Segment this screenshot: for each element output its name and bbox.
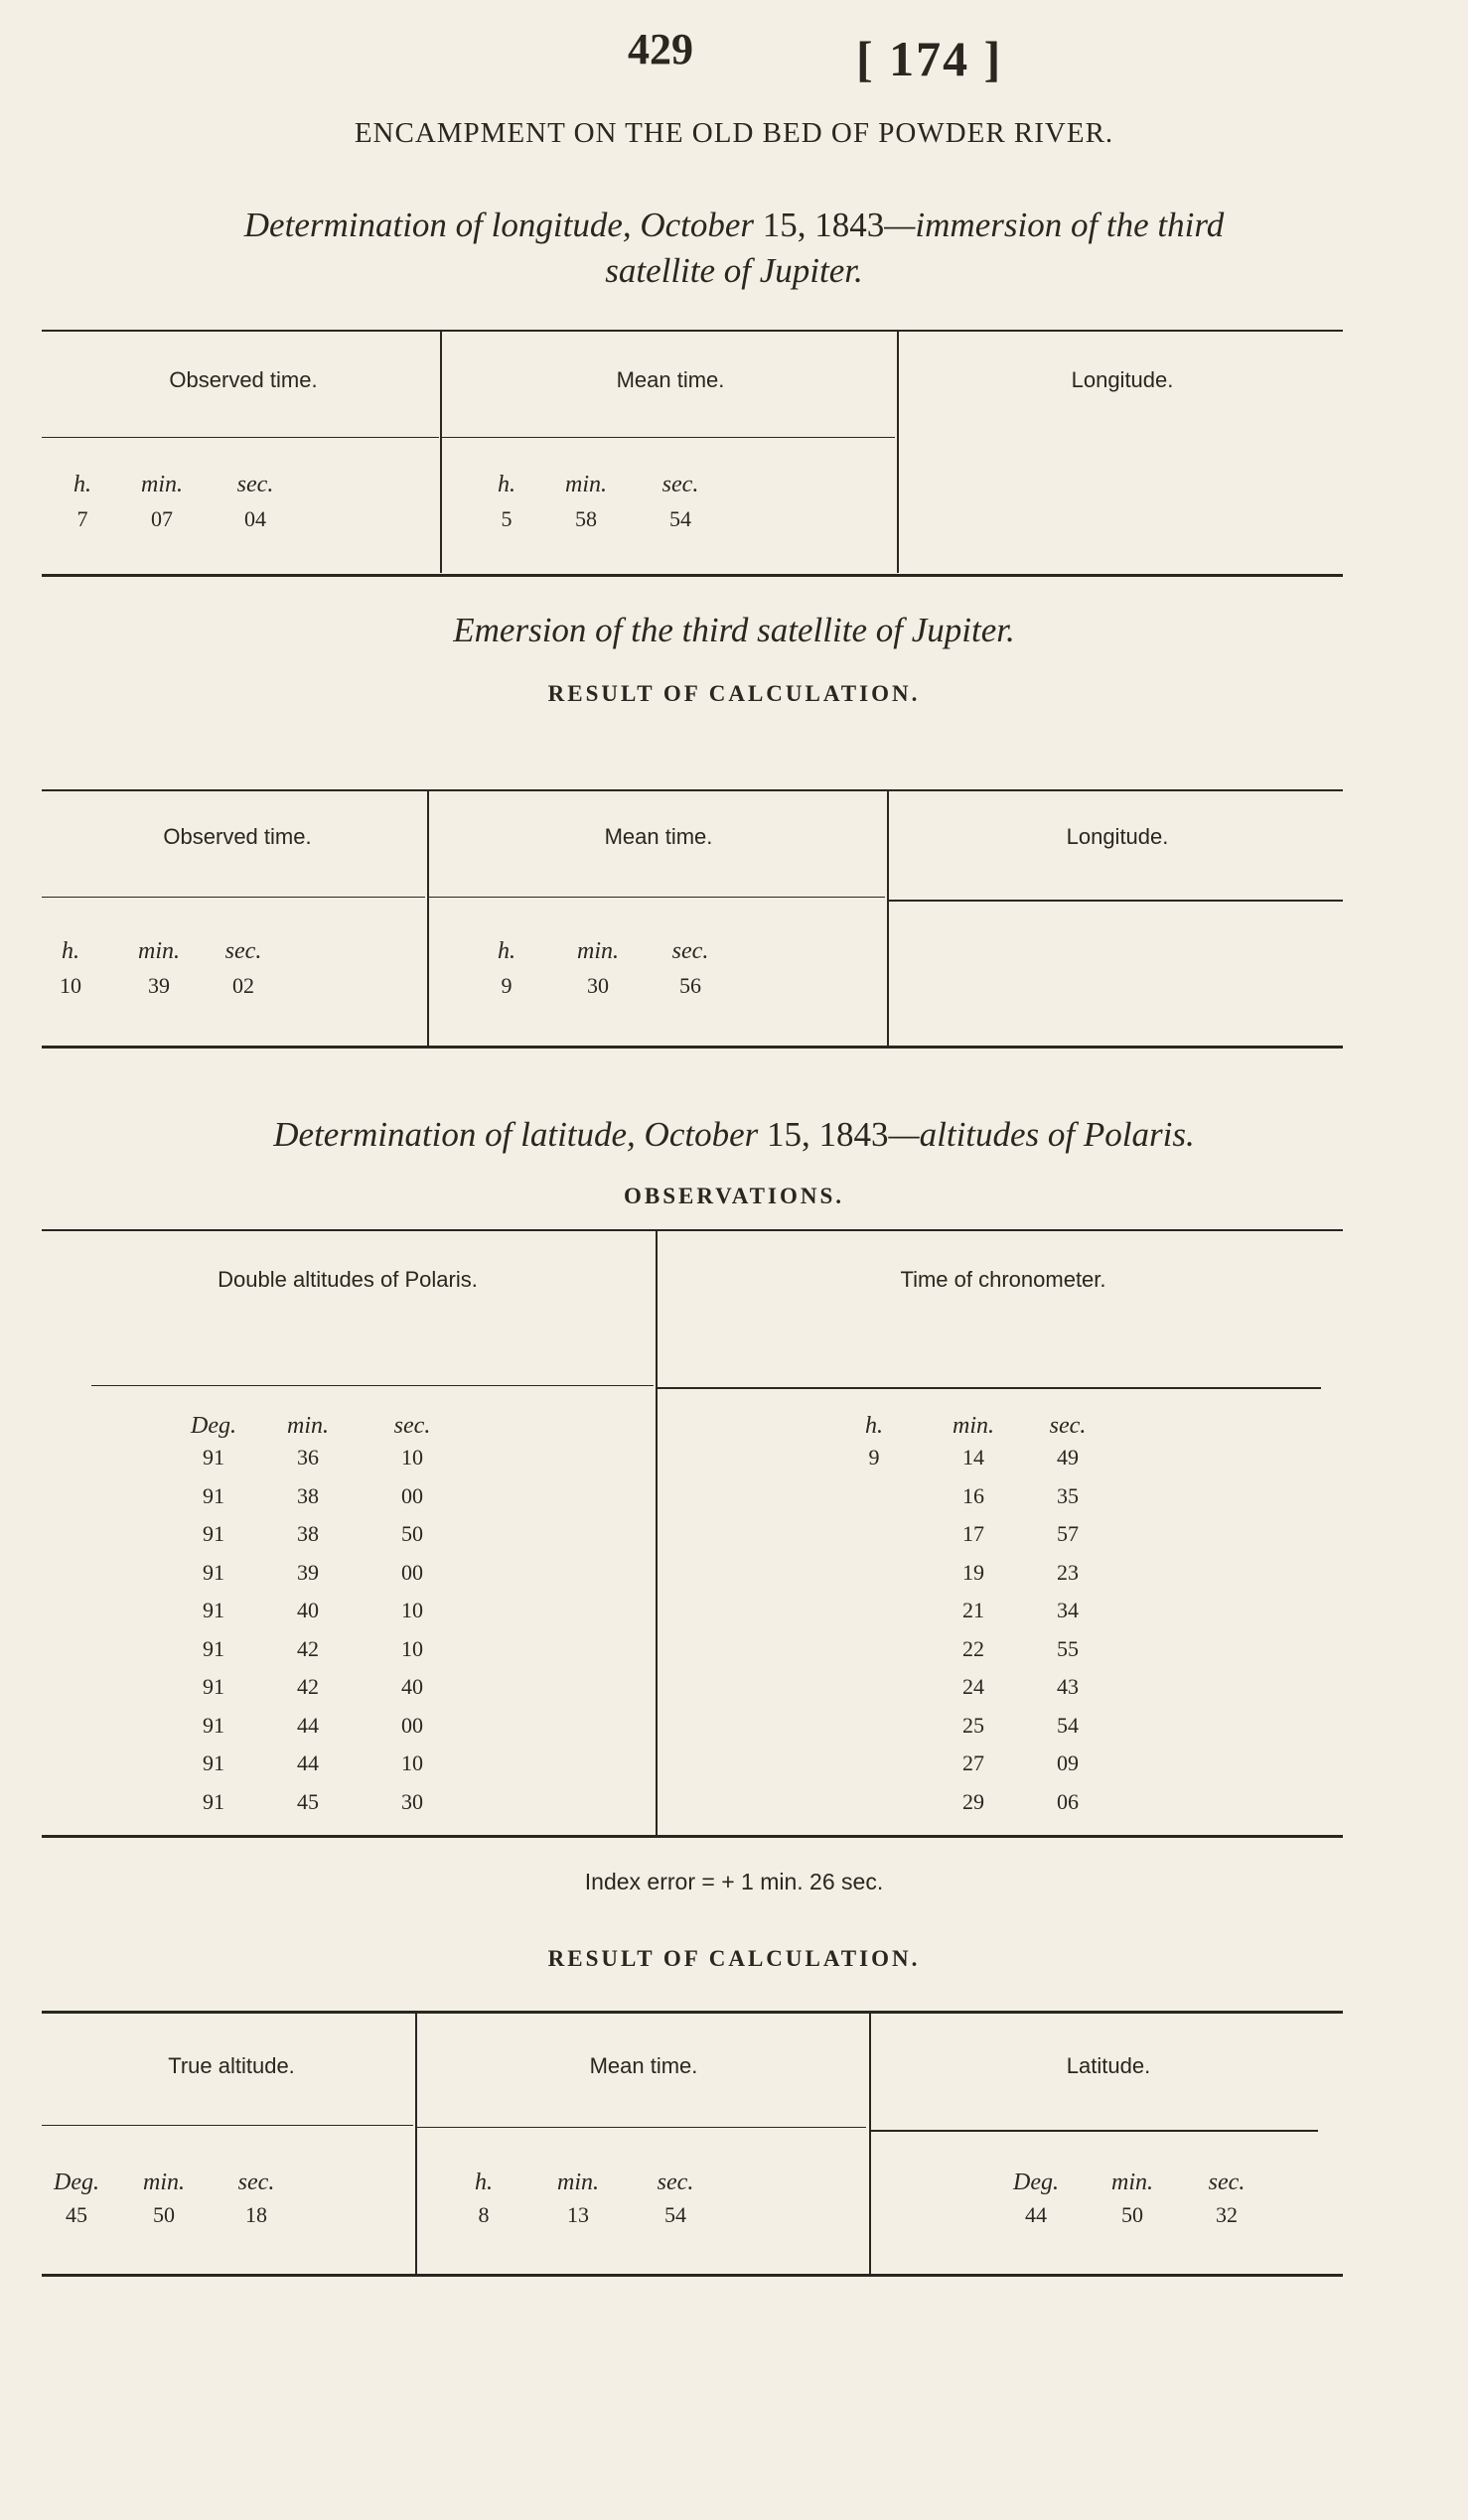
unit-h: h. [498,472,515,497]
altitude-sec: 00 [401,1712,423,1738]
mean-sec: 54 [669,506,691,531]
col-header-altitudes: Double altitudes of Polaris. [218,1267,478,1292]
altitude-sec: 00 [401,1482,423,1508]
longitude-caption-part2: —immersion of the third [884,206,1225,244]
altitude-min: 39 [297,1559,319,1585]
chronometer-sec: 55 [1057,1635,1079,1661]
altitude-deg: 91 [203,1482,224,1508]
altitude-sec: 10 [401,1635,423,1661]
chronometer-min: 29 [962,1788,984,1814]
unit-min: min. [1111,2170,1153,2195]
mean-min: 13 [567,2202,589,2227]
unit-deg: Deg. [191,1413,236,1439]
col-header-observed: Observed time. [163,824,312,849]
result-subheading: RESULT OF CALCULATION. [547,1946,921,1971]
altitude-sec: 30 [401,1788,423,1814]
altitude-deg: 91 [203,1674,224,1699]
chronometer-min: 21 [962,1598,984,1622]
altitude-min: 40 [297,1598,319,1622]
unit-deg: Deg. [1013,2170,1059,2195]
altitude-deg: 91 [203,1559,224,1585]
col-header-longitude: Longitude. [1066,824,1169,849]
unit-min: min. [143,2170,185,2195]
unit-sec: sec. [1208,2170,1246,2195]
unit-sec: sec. [671,938,709,964]
unit-sec: sec. [393,1413,431,1439]
altitude-sec: 00 [401,1559,423,1585]
altitude-deg: 91 [203,1635,224,1661]
unit-min: min. [557,2170,599,2195]
unit-min: min. [287,1413,329,1439]
unit-sec: sec. [236,472,274,497]
observed-min: 07 [151,506,173,531]
running-title: ENCAMPMENT ON THE OLD BED OF POWDER RIVER. [354,117,1114,149]
observed-min: 39 [148,973,170,998]
longitude-caption [30,203,1438,294]
chronometer-min: 19 [962,1559,984,1585]
true-altitude-min: 50 [153,2202,175,2227]
altitude-min: 42 [297,1674,319,1699]
mean-h: 5 [501,506,513,531]
col-header-mean: Mean time. [604,824,713,849]
unit-h: h. [865,1413,883,1439]
emersion-caption: Emersion of the third satellite of Jupiter. [453,611,1015,649]
chronometer-min: 22 [962,1635,984,1661]
chronometer-sec: 34 [1057,1598,1079,1622]
altitude-deg: 91 [203,1521,224,1546]
unit-min: min. [565,472,607,497]
chronometer-min: 27 [962,1750,984,1775]
mean-min: 58 [575,506,597,531]
longitude-caption-date: 15, 1843 [762,206,885,244]
chronometer-sec: 54 [1057,1712,1079,1738]
altitude-min: 44 [297,1712,319,1738]
index-error-note: Index error = + 1 min. 26 sec. [584,1869,884,1894]
longitude-caption-part1: Determination of longitude, October [243,206,755,244]
latitude-sec: 32 [1216,2202,1238,2227]
col-header-chronometer: Time of chronometer. [900,1267,1106,1292]
altitude-sec: 10 [401,1598,423,1622]
emersion-subheading: RESULT OF CALCULATION. [547,681,921,706]
unit-sec: sec. [657,2170,694,2195]
altitude-min: 36 [297,1445,319,1470]
unit-min: min. [577,938,619,964]
observed-h: 7 [76,506,88,531]
chronometer-min: 16 [962,1482,984,1508]
unit-h: h. [475,2170,493,2195]
altitude-deg: 91 [203,1750,224,1775]
unit-min: min. [141,472,183,497]
altitude-deg: 91 [203,1445,224,1470]
chronometer-sec: 09 [1057,1750,1079,1775]
altitude-min: 38 [297,1482,319,1508]
mean-sec: 54 [664,2202,686,2227]
latitude-caption-part2: —altitudes of Polaris. [888,1115,1195,1154]
mean-sec: 56 [679,973,701,998]
latitude-caption [30,1112,1438,1158]
chronometer-sec: 57 [1057,1521,1079,1546]
altitude-sec: 10 [401,1445,423,1470]
unit-min: min. [138,938,180,964]
chronometer-sec: 35 [1057,1482,1079,1508]
altitude-min: 38 [297,1521,319,1546]
chronometer-min: 24 [962,1674,984,1699]
chronometer-sec: 23 [1057,1559,1079,1585]
mean-h: 8 [478,2202,490,2227]
altitude-deg: 91 [203,1598,224,1622]
observations-subheading: OBSERVATIONS. [623,1184,845,1208]
page-number: 429 [628,25,693,73]
latitude-caption-part1: Determination of latitude, October [273,1115,759,1154]
col-header-mean: Mean time. [616,367,725,392]
col-header-mean: Mean time. [589,2053,698,2078]
chronometer-sec: 49 [1057,1445,1079,1470]
altitude-min: 42 [297,1635,319,1661]
unit-h: h. [73,472,91,497]
latitude-min: 50 [1121,2202,1143,2227]
longitude-caption-line2: satellite of Jupiter. [605,251,863,290]
document-number: [ 174 ] [856,31,1003,86]
true-altitude-deg: 45 [66,2202,87,2227]
col-header-true-altitude: True altitude. [168,2053,295,2078]
unit-sec: sec. [1049,1413,1087,1439]
latitude-deg: 44 [1025,2202,1047,2227]
mean-min: 30 [587,973,609,998]
unit-sec: sec. [661,472,699,497]
altitude-sec: 10 [401,1750,423,1775]
col-header-latitude: Latitude. [1066,2053,1151,2078]
mean-h: 9 [501,973,513,998]
chronometer-sec: 06 [1057,1788,1079,1814]
altitude-min: 45 [297,1788,319,1814]
altitude-sec: 50 [401,1521,423,1546]
chronometer-min: 14 [962,1445,984,1470]
col-header-longitude: Longitude. [1071,367,1174,392]
latitude-caption-date: 15, 1843 [767,1115,889,1154]
unit-h: h. [62,938,79,964]
chronometer-sec: 43 [1057,1674,1079,1699]
unit-h: h. [498,938,515,964]
chronometer-min: 17 [962,1521,984,1546]
col-header-observed: Observed time. [169,367,318,392]
unit-deg: Deg. [54,2170,99,2195]
chronometer-h: 9 [868,1445,880,1470]
observed-sec: 02 [232,973,254,998]
altitude-min: 44 [297,1750,319,1775]
unit-sec: sec. [237,2170,275,2195]
altitude-deg: 91 [203,1788,224,1814]
altitude-deg: 91 [203,1712,224,1738]
observed-h: 10 [60,973,81,998]
unit-min: min. [953,1413,994,1439]
true-altitude-sec: 18 [245,2202,267,2227]
observed-sec: 04 [244,506,266,531]
unit-sec: sec. [224,938,262,964]
chronometer-min: 25 [962,1712,984,1738]
altitude-sec: 40 [401,1674,423,1699]
